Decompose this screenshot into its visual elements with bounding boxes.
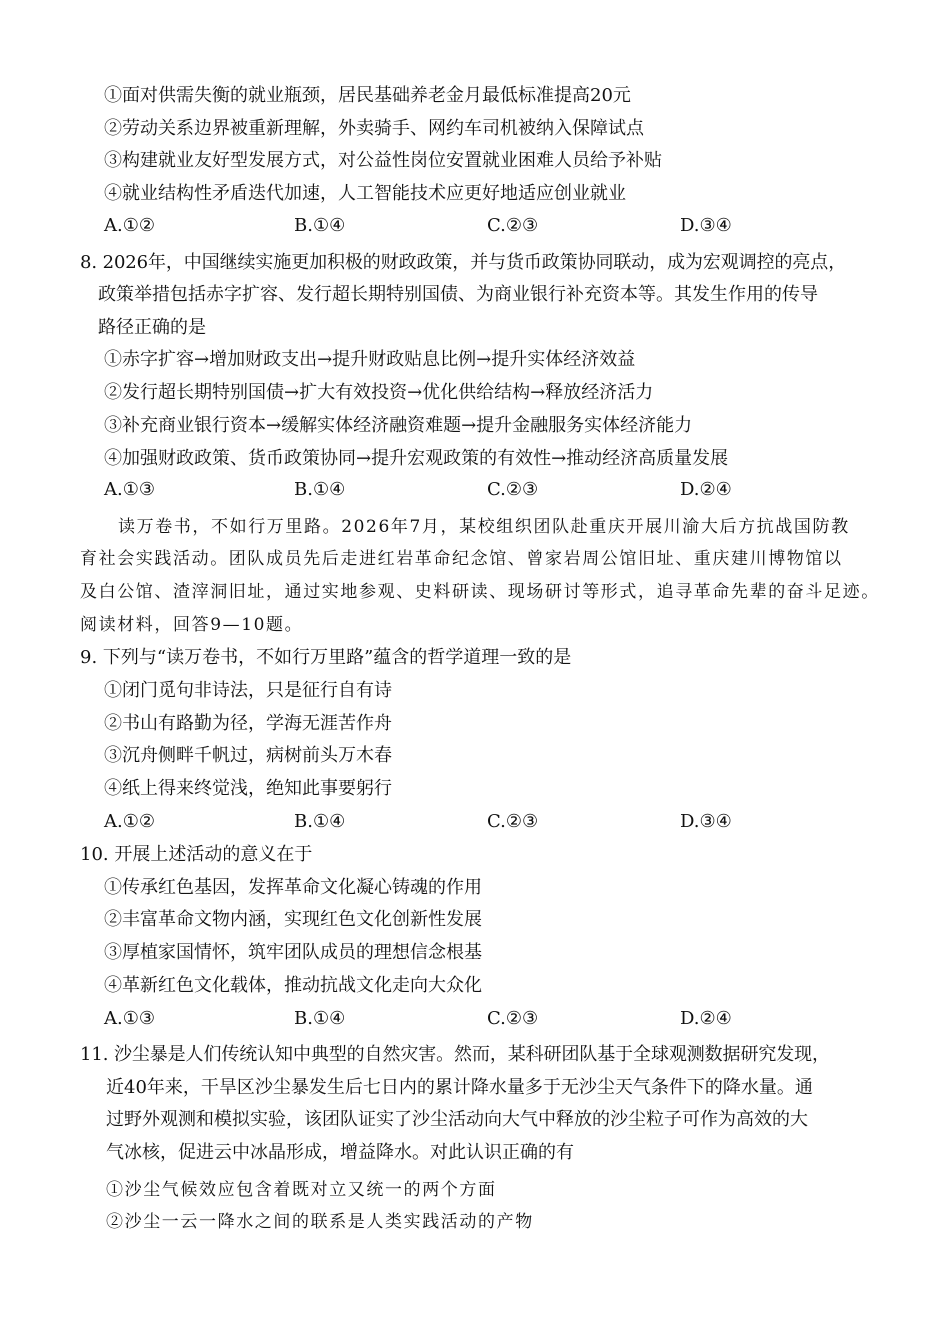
q7-item-2: ②劳动关系边界被重新理解，外卖骑手、网约车司机被纳入保障试点	[104, 118, 644, 139]
q9-item-4: ④纸上得来终觉浅，绝知此事要躬行	[104, 778, 392, 799]
q7-item-4: ④就业结构性矛盾迭代加速，人工智能技术应更好地适应创业就业	[104, 183, 626, 204]
q8-stem-line-1: 8. 2026年，中国继续实施更加积极的财政政策，并与货币政策协同联动，成为宏观调控的亮点，	[80, 252, 847, 273]
q8-item-3: ③补充商业银行资本→缓解实体经济融资难题→提升金融服务实体经济能力	[104, 415, 693, 436]
q11-item-2: ②沙尘一云一降水之间的联系是人类实践活动的产物	[106, 1212, 534, 1232]
q7-option-d: D.③④	[680, 215, 732, 236]
q11-stem-line-1: 11. 沙尘暴是人们传统认知中典型的自然灾害。然而，某科研团队基于全球观测数据研究发现，	[80, 1044, 830, 1065]
q9-item-3: ③沉舟侧畔千帆过，病树前头万木春	[104, 745, 392, 766]
material-line-2: 育社会实践活动。团队成员先后走进红岩革命纪念馆、曾家岩周公馆旧址、重庆建川博物馆以	[80, 549, 843, 569]
q9-option-c: C.②③	[487, 811, 539, 832]
q10-item-1: ①传承红色基因，发挥革命文化凝心铸魂的作用	[104, 877, 482, 898]
q10-option-b: B.①④	[294, 1008, 346, 1029]
q8-item-1: ①赤字扩容→增加财政支出→提升财政贴息比例→提升实体经济效益	[104, 349, 636, 370]
q7-option-c: C.②③	[487, 215, 539, 236]
q9-option-d: D.③④	[680, 811, 732, 832]
q8-option-d: D.②④	[680, 479, 732, 500]
q7-option-b: B.①④	[294, 215, 346, 236]
q11-stem-line-4: 气冰核，促进云中冰晶形成，增益降水。对此认识正确的有	[106, 1142, 574, 1163]
q11-item-1: ①沙尘气候效应包含着既对立又统一的两个方面	[106, 1180, 497, 1200]
q10-item-4: ④革新红色文化载体，推动抗战文化走向大众化	[104, 975, 482, 996]
q8-stem-line-2: 政策举措包括赤字扩容、发行超长期特别国债、为商业银行补充资本等。其发生作用的传导	[98, 284, 818, 305]
material-line-4: 阅读材料，回答9—10题。	[80, 615, 304, 635]
q9-stem: 9. 下列与“读万卷书，不如行万里路”蕴含的哲学道理一致的是	[80, 647, 572, 668]
q8-item-2: ②发行超长期特别国债→扩大有效投资→优化供给结构→释放经济活力	[104, 382, 654, 403]
q10-option-d: D.②④	[680, 1008, 732, 1029]
q11-stem-line-2: 近40年来，干旱区沙尘暴发生后七日内的累计降水量多于无沙尘天气条件下的降水量。通	[106, 1077, 813, 1098]
q8-option-b: B.①④	[294, 479, 346, 500]
q8-item-4: ④加强财政政策、货币政策协同→提升宏观政策的有效性→推动经济高质量发展	[104, 448, 729, 469]
q9-option-b: B.①④	[294, 811, 346, 832]
q11-stem-line-3: 过野外观测和模拟实验，该团队证实了沙尘活动向大气中释放的沙尘粒子可作为高效的大	[106, 1109, 808, 1130]
q8-stem-line-3: 路径正确的是	[98, 317, 206, 338]
q7-option-a: A.①②	[104, 215, 155, 236]
q7-item-3: ③构建就业友好型发展方式，对公益性岗位安置就业困难人员给予补贴	[104, 150, 662, 171]
q10-option-a: A.①③	[104, 1008, 155, 1029]
material-line-1: 读万卷书，不如行万里路。2026年7月，某校组织团队赴重庆开展川渝大后方抗战国防教	[118, 517, 850, 537]
q9-item-2: ②书山有路勤为径，学海无涯苦作舟	[104, 713, 392, 734]
material-line-3: 及白公馆、渣滓洞旧址，通过实地参观、史料研读、现场研讨等形式，追寻革命先辈的奋斗足迹。	[80, 582, 880, 602]
q10-stem: 10. 开展上述活动的意义在于	[80, 844, 313, 865]
q10-option-c: C.②③	[487, 1008, 539, 1029]
q7-item-1: ①面对供需失衡的就业瓶颈，居民基础养老金月最低标准提高20元	[104, 85, 631, 106]
q10-item-2: ②丰富革命文物内涵，实现红色文化创新性发展	[104, 909, 482, 930]
q9-option-a: A.①②	[104, 811, 155, 832]
q8-option-c: C.②③	[487, 479, 539, 500]
q9-item-1: ①闭门觅句非诗法，只是征行自有诗	[104, 680, 392, 701]
q8-option-a: A.①③	[104, 479, 155, 500]
q10-item-3: ③厚植家国情怀，筑牢团队成员的理想信念根基	[104, 942, 482, 963]
